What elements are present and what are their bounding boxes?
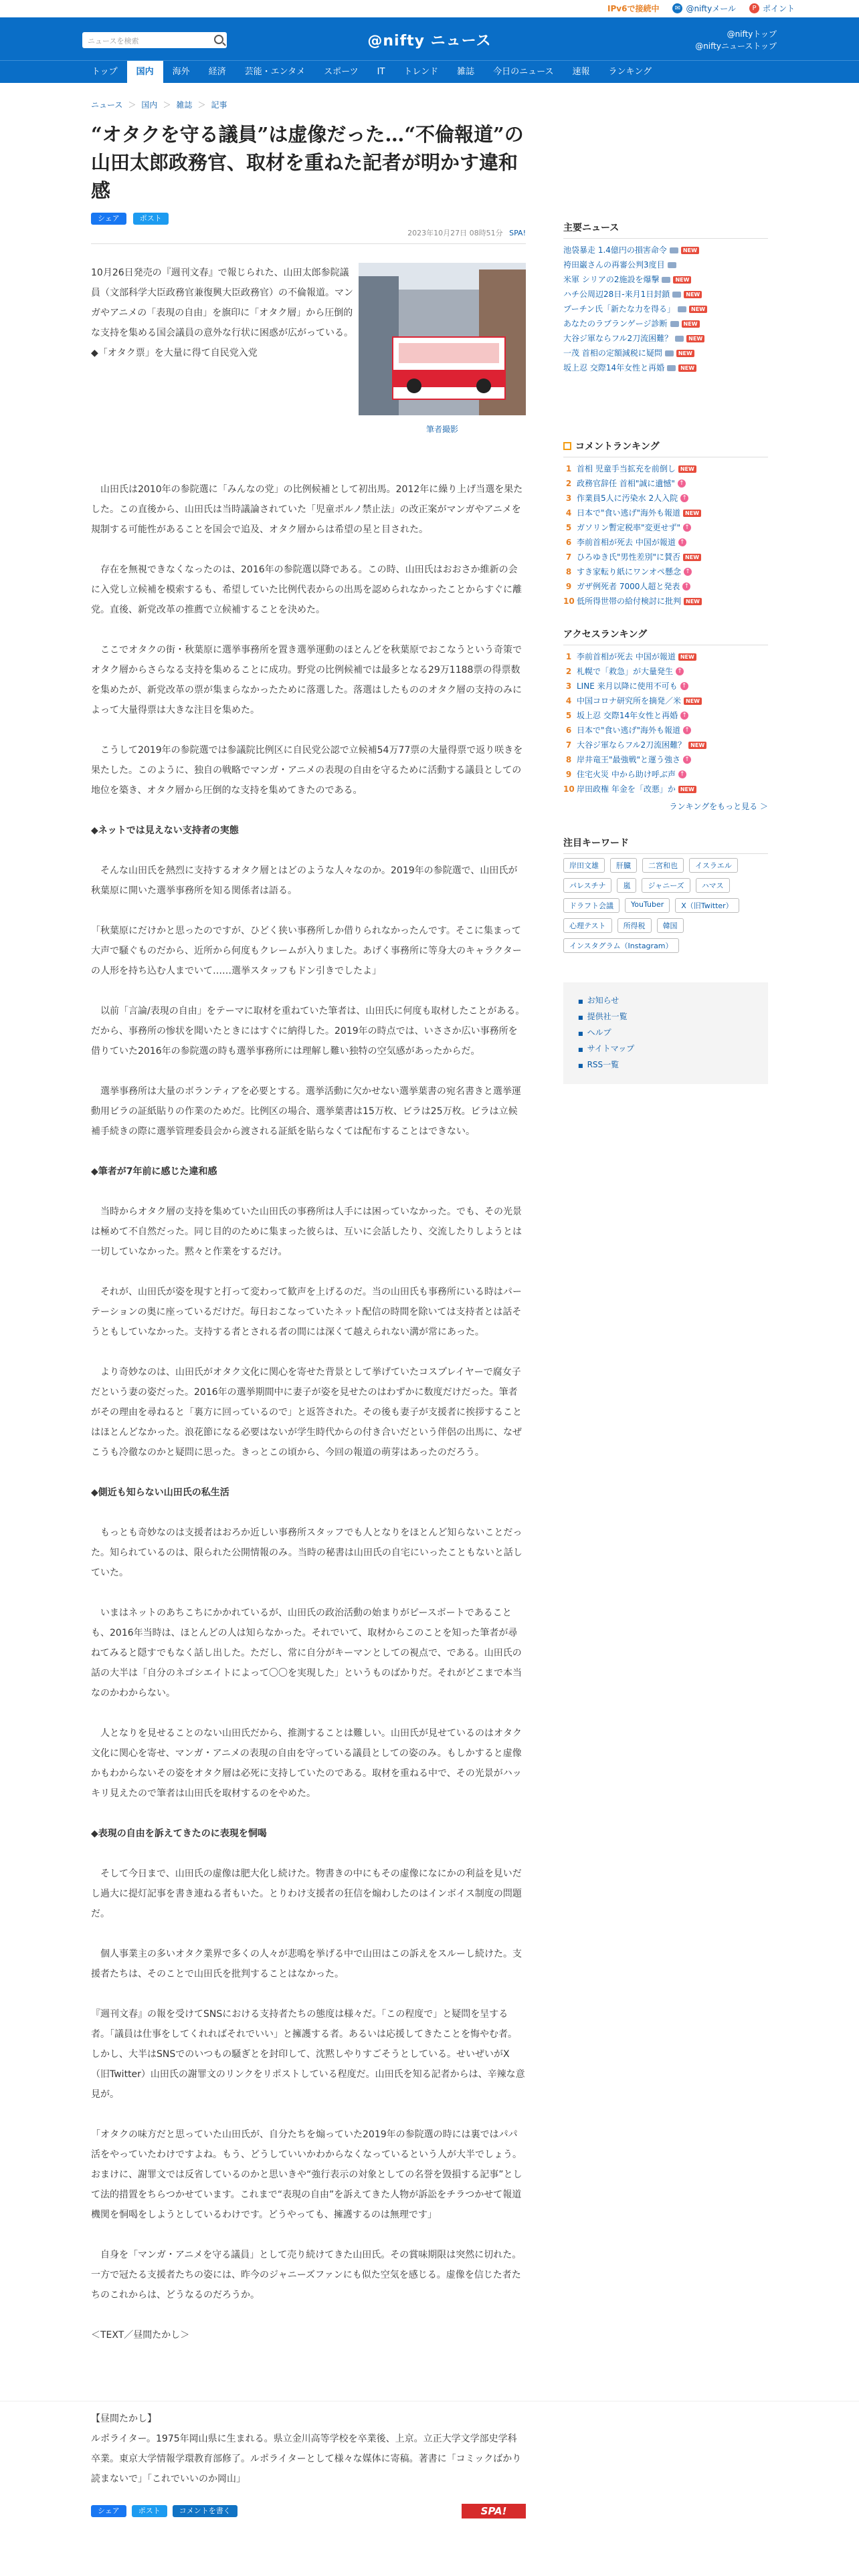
top-links xyxy=(695,28,777,52)
author-name: 【昼間たかし】 xyxy=(91,2413,157,2424)
new-badge: NEW xyxy=(686,335,704,342)
camera-icon xyxy=(662,277,670,283)
article-paragraph: 選挙事務所は大量のボランティアを必要とする。選挙活動に欠かせない選挙葉書の宛名書きと選挙運動用ビラの証紙貼りの作業のためだ。比例区の場合、選挙葉書は15万枚、ビラは25万枚。ビラは立候補手続きの際に選挙管理委員会から渡される証紙を貼らなくては配布することはできない。 xyxy=(91,1086,521,1137)
ranking-item[interactable]: 10 岸田政権 年金を「改悪」か NEW xyxy=(563,782,768,796)
trend-up-icon: ↑ xyxy=(680,712,688,720)
section-heading: ◆側近も知らない山田氏の私生活 xyxy=(91,1487,229,1498)
ranking-item[interactable]: 7 ひろゆき氏"男性差別"に賛否 NEW xyxy=(563,550,768,564)
new-badge: NEW xyxy=(688,742,706,749)
camera-icon xyxy=(668,262,676,268)
keyword-chip[interactable]: イスラエル xyxy=(689,858,738,873)
rank-number: 5 xyxy=(565,523,572,532)
nav-item[interactable]: 速報 xyxy=(572,67,590,77)
info-link[interactable]: ■ ヘルプ xyxy=(578,1025,753,1041)
access-ranking-list xyxy=(563,649,768,796)
rank-number: 9 xyxy=(565,582,572,591)
ranking-item[interactable]: 9 住宅火災 中から助け呼ぶ声 ↑ xyxy=(563,767,768,782)
ranking-item[interactable]: 10 低所得世帯の給付検討に批判 NEW xyxy=(563,594,768,609)
trend-up-icon: ↑ xyxy=(678,479,686,488)
breadcrumb-domestic[interactable]: 国内 xyxy=(141,100,158,110)
source-link[interactable]: SPA! xyxy=(509,229,526,237)
article-paragraph: そんな山田氏を熱烈に支持するオタク層とはどのような人々なのか。2019年の参院選で、山田氏が秋葉原に開いた選挙事務所を知る関係者は語る。 xyxy=(91,865,518,896)
breadcrumb: ニュース ＞ 国内 ＞ 雑誌 ＞ 記事 xyxy=(91,100,227,110)
info-links xyxy=(563,982,768,1084)
main-news-item[interactable]: あなたのラブランゲージ診断 NEW xyxy=(563,316,768,331)
new-badge: NEW xyxy=(678,465,696,473)
ranking-item[interactable]: 1 李前首相が死去 中国が報道 NEW xyxy=(563,649,768,664)
breadcrumb-news[interactable]: ニュース xyxy=(91,100,123,110)
article-paragraph: それが、山田氏が姿を現すと打って変わって歓声を上げるのだ。当の山田氏も事務所にいる時はパーテーションの奥に座っているだけだ。毎日おこなっていたネット配信の時間を除いては支持者とは話そうともしていなかった。支持する者とされる者の間には深くて越えられない溝が常にあった。 xyxy=(91,1287,522,1337)
article-body xyxy=(91,479,526,2345)
trend-up-icon: ↑ xyxy=(684,568,692,576)
ranking-item[interactable]: 5 ガソリン暫定税率"変更せず" ↑ xyxy=(563,520,768,535)
rank-number: 4 xyxy=(565,508,572,518)
mail-icon: ✉ xyxy=(672,3,682,13)
keyword-chip[interactable]: X（旧Twitter） xyxy=(675,898,739,913)
trend-up-icon: ↑ xyxy=(683,756,691,764)
new-badge: NEW xyxy=(683,554,701,561)
trend-up-icon: ↑ xyxy=(676,667,684,675)
camera-icon xyxy=(665,350,674,356)
x-post-button-bottom[interactable]: ポスト xyxy=(132,2505,167,2517)
article-paragraph: 個人事業主の多いオタク業界で多くの人々が悲鳴を挙げる中で山田はこの訴えをスルーし続けた。支援者たちは、そのことで山田氏を批判することはなかった。 xyxy=(91,1949,522,1979)
article-paragraph: もっとも奇妙なのは支援者はおろか近しい事務所スタッフでも人となりをほとんど知らないことだった。知られているのは、限られた公開情報のみ。当時の秘書は山田氏の自宅にいったこともないと話していた。 xyxy=(91,1527,522,1578)
photo-caption: 筆者撮影 xyxy=(425,425,458,434)
ranking-item[interactable]: 3 LINE 来月以降に使用不可も ↑ xyxy=(563,679,768,693)
main-news-item[interactable]: 一茂 首相の定額減税に疑問 NEW xyxy=(563,346,768,360)
ranking-item[interactable]: 4 中国コロナ研究所を摘発／米 NEW xyxy=(563,693,768,708)
nav-item[interactable]: 経済 xyxy=(208,67,226,77)
info-link[interactable]: ■ RSS一覧 xyxy=(578,1057,753,1073)
keyword-chip[interactable]: 所得税 xyxy=(617,918,652,933)
article-paragraph: より奇妙なのは、山田氏がオタク文化に関心を寄せた背景として挙げていたコスプレイヤーで腐女子だという妻の姿だった。2016年の選挙期間中に妻子が姿を見せたのはわずかに数度だけだった。筆者がその理由を尋ねると「裏方に回っているので」と返答された。その後も妻子が支援者に挨拶することはほとんどなかった。浪花節になる必要はないが学生時代からの付き合いだという伴侶の出馬に、なぜこうも冷徹なのかと疑問に思った。きっとこの頃から、今回の報道の萌芽はあったのだろう。 xyxy=(91,1367,522,1458)
facebook-share-button[interactable]: シェア xyxy=(91,213,126,225)
keyword-chip[interactable]: 肝臓 xyxy=(610,858,637,873)
new-badge: NEW xyxy=(681,247,699,254)
nifty-news-top-link[interactable]: @niftyニューストップ xyxy=(695,41,777,51)
article-paragraph: こうして2019年の参院選では参議院比例区に自民党公認で立候補54万77票の大量得票で返り咲きを果たした。このように、独自の戦略でマンガ・アニメの表現の自由を守るために活動する議員としての地位を築き、オタク層から圧倒的な支持を集めてきたのである。 xyxy=(91,745,523,796)
site-logo[interactable]: @nifty ニュース xyxy=(367,33,492,49)
keyword-chip[interactable]: ハマス xyxy=(696,878,730,893)
rank-number: 10 xyxy=(563,597,575,606)
mail-link[interactable]: ✉ @niftyメール xyxy=(672,3,736,14)
keyword-chip[interactable]: インスタグラム（Instagram） xyxy=(563,938,679,953)
article-title: “オタクを守る議員”は虚像だった…“不倫報道”の山田太郎政務官、取材を重ねた記者が明かす違和感 xyxy=(91,123,524,202)
rank-number: 6 xyxy=(565,726,572,735)
nav-item[interactable]: 国内 xyxy=(127,61,163,83)
rank-number: 3 xyxy=(565,494,572,503)
breadcrumb-article[interactable]: 記事 xyxy=(211,100,227,110)
rank-number: 8 xyxy=(565,755,572,764)
new-badge: NEW xyxy=(682,320,700,328)
rank-number: 8 xyxy=(565,567,572,576)
article-paragraph: 山田氏は2010年の参院選に「みんなの党」の比例候補として初出馬。2012年に繰り上げ当選を果たした。この直後から、山田氏は当時議論されていた「児童ポルノ禁止法」の改正案がマンガやアニメを規制する可能性があることを国会で追及、オタク層からは希望の星と目された。 xyxy=(91,484,523,535)
ipv6-status: IPv6で接続中 xyxy=(607,4,660,13)
keyword-chip[interactable]: 嵐 xyxy=(617,878,636,893)
ranking-item[interactable]: 8 すき家転り紙にワンオペ懸念 ↑ xyxy=(563,564,768,579)
nav-item[interactable]: IT xyxy=(377,67,385,77)
rank-number: 2 xyxy=(565,667,572,676)
rank-number: 7 xyxy=(565,740,572,750)
camera-icon xyxy=(667,365,676,371)
article-paragraph: 『週刊文春』の報を受けてSNSにおける支持者たちの態度は様々だ。「この程度で」と疑問を呈する者。「議員は仕事をしてくれればそれでいい」と擁護する者。あるいは応援してきたことを悔やむ者。しかし、大半はSNSでのいつもの騒ぎとを封印して、沈黙しやりすごそうとしている。せいぜいがX（旧Twitter）山田氏の謝罪文のリンクをリポストしている程度だ。山田氏を知る記者からは、辛辣な意見が。 xyxy=(91,2009,525,2100)
keyword-chip[interactable]: 心理テスト xyxy=(563,918,612,933)
new-badge: NEW xyxy=(683,510,701,517)
trend-up-icon: ↑ xyxy=(683,726,691,734)
rank-number: 1 xyxy=(565,464,572,473)
nav-item[interactable]: 今日のニュース xyxy=(493,67,554,77)
search-input[interactable]: ニュースを検索 xyxy=(82,32,227,48)
author-profile xyxy=(91,2409,526,2517)
trend-up-icon: ↑ xyxy=(678,770,686,778)
ranking-item[interactable]: 8 岸井竜王"最強戦"と運う強さ ↑ xyxy=(563,752,768,767)
nav-item[interactable]: 芸能・エンタメ xyxy=(244,67,306,77)
rank-number: 1 xyxy=(565,652,572,661)
new-badge: NEW xyxy=(673,276,691,284)
ranking-item[interactable]: 7 大谷ジ軍ならフル2刀流困難？ NEW xyxy=(563,738,768,752)
ranking-item[interactable]: 5 坂上忍 交際14年女性と再婚 ↑ xyxy=(563,708,768,723)
main-news-item[interactable]: 池袋暴走 1.4億円の損害命令 NEW xyxy=(563,243,768,257)
article-paragraph: ＜TEXT／昼間たかし＞ xyxy=(91,2330,190,2341)
article-paragraph: 人となりを見せることのない山田氏だから、推測することは難しい。山田氏が見せているのはオタク文化に関心を寄せ、マンガ・アニメの表現の自由を守っている議員としての姿のみ。もしかすると虚像かもわからないその姿をオタク層は必死に支持していたのである。取材を重ねる中で、その光景がハッキリ見えたので筆者は山田氏を取材するのをやめた。 xyxy=(91,1728,522,1799)
utility-bar xyxy=(0,0,859,17)
info-link[interactable]: ■ サイトマップ xyxy=(578,1041,753,1057)
new-badge: NEW xyxy=(684,598,702,605)
comment-ranking-heading: コメントランキング xyxy=(563,439,768,457)
ranking-item[interactable]: 4 日本で"食い逃げ"海外も報道 NEW xyxy=(563,506,768,520)
article-paragraph: そして今日まで、山田氏の虚像は肥大化し続けた。物書きの中にもその虚像になにかの利益を見いだし過大に提灯記事を書き連ねる者もいた。とりわけ支援者の狂信を煽わしたのはインボイス制度の問題だ。 xyxy=(91,1868,522,1919)
breadcrumb-magazine[interactable]: 雑誌 xyxy=(176,100,193,110)
article-paragraph: 存在を無視できなくなったのは、2016年の参院選以降である。この時、山田氏はおおさか維新の会に入党し立候補を模索するも、希望していた比例代表からの出馬を認められなかったことからすぐに離党。直後、新党改革の推薦で立候補することを決めた。 xyxy=(91,564,522,615)
lead-heading: ◆「オタク票」を大量に得て自民党入党 xyxy=(91,348,258,358)
nifty-top-link[interactable]: @niftyトップ xyxy=(727,29,777,39)
point-link[interactable]: P ポイント xyxy=(749,3,795,14)
main-news-item[interactable]: プーチン氏「新たな力を得る」 NEW xyxy=(563,302,768,316)
keyword-chip[interactable]: 岸田文雄 xyxy=(563,858,605,873)
comment-button[interactable]: コメントを書く xyxy=(173,2505,237,2517)
main-news-heading: 主要ニュース xyxy=(563,221,768,239)
section-heading: ◆筆者が7年前に感じた違和感 xyxy=(91,1166,217,1177)
new-badge: NEW xyxy=(676,350,694,357)
nav-item[interactable]: 雑誌 xyxy=(457,67,475,77)
main-news-item[interactable]: ハチ公周辺28日-来月1日封鎖 NEW xyxy=(563,287,768,302)
sidebar xyxy=(563,221,768,1084)
spa-logo[interactable]: SPA! xyxy=(462,2504,526,2518)
rank-number: 3 xyxy=(565,681,572,691)
info-link[interactable]: ■ 提供社一覧 xyxy=(578,1009,753,1025)
article xyxy=(91,120,526,2365)
main-news-list xyxy=(563,243,768,375)
campaign-truck-image[interactable] xyxy=(359,263,526,415)
main-news-item[interactable]: 大谷ジ軍ならフル2刀流困難？ NEW xyxy=(563,331,768,346)
lead-paragraph: 10月26日発売の『週刊文春』で報じられた、山田太郎参院議員（文部科学大臣政務官兼復興大臣政務官）の不倫報道。マンガやアニメの「表現の自由」を旗印に「オタク層」から圧倒的な支持を集める国会議員の意外な行状に困惑が広がっている。 xyxy=(91,267,353,338)
main-news-item[interactable]: 坂上忍 交際14年女性と再婚 NEW xyxy=(563,360,768,375)
new-badge: NEW xyxy=(684,697,702,705)
new-badge: NEW xyxy=(689,306,707,313)
trend-up-icon: ↑ xyxy=(683,524,691,532)
rank-number: 2 xyxy=(565,479,572,488)
nav-item[interactable]: ランキング xyxy=(608,67,652,77)
info-link[interactable]: ■ お知らせ xyxy=(578,993,753,1009)
nav-item[interactable]: 海外 xyxy=(172,67,190,77)
ranking-item[interactable]: 9 ガザ例死者 7000人超と発表 ↑ xyxy=(563,579,768,594)
article-photo[interactable] xyxy=(359,263,526,435)
new-badge: NEW xyxy=(678,364,696,372)
nav-item[interactable]: スポーツ xyxy=(324,67,359,77)
rank-number: 4 xyxy=(565,696,572,706)
trend-up-icon: ↑ xyxy=(678,538,686,546)
nav-item[interactable]: トレンド xyxy=(403,67,439,77)
article-paragraph: 当時からオタク層の支持を集めていた山田氏の事務所は人手には困っていなかった。でも、その光景は極めて不自然だった。同じ目的のために集まった彼らは、互いに会話したり、交流したりしようとは一切していなかった。黙々と作業をするだけ。 xyxy=(91,1206,522,1257)
ranking-icon xyxy=(563,442,571,450)
trend-up-icon: ↑ xyxy=(680,494,688,502)
article-paragraph: 以前「言論/表現の自由」をテーマに取材を重ねていた筆者は、山田氏に何度も取材したことがある。だから、事務所の惨状を聞いたときにはすぐに納得した。2019年の時点では、いささか広い事務所を借りていた2016年の参院選の時も選挙事務所には理解し難い独特の空気感があったからだ。 xyxy=(91,1006,525,1057)
new-badge: NEW xyxy=(678,653,696,661)
ranking-item[interactable]: 2 札幌で「救急」が大量発生 ↑ xyxy=(563,664,768,679)
trend-up-icon: ↑ xyxy=(680,682,688,690)
ranking-item[interactable]: 6 李前首相が死去 中国が報道 ↑ xyxy=(563,535,768,550)
keyword-chip[interactable]: 韓国 xyxy=(657,918,684,933)
article-paragraph: 「オタクの味方だと思っていた山田氏が、自分たちを煽っていた2019年の参院選の時には裏ではパパ活をやっていたわけですよね。もう、どうしていいかわからなくなっているという人が大半でしょう。おまけに、謝罪文では反省しているのかと思いきや“強行表示の対象としての名誉を毀損する記事”として法的措置をちらつかせています。これまで“表現の自由”を訴えてきた人物が訴訟をチラつかせて報道機関を恫喝をしようとしているわけです。どうやっても、擁護するのは無理です」 xyxy=(91,2129,522,2220)
comment-ranking-list xyxy=(563,461,768,609)
main-news-item[interactable]: 袴田巌さんの再審公判3度目 xyxy=(563,257,768,272)
site-header xyxy=(0,17,859,60)
keyword-chip[interactable]: ドラフト会議 xyxy=(563,898,619,913)
keyword-chip[interactable]: パレスチナ xyxy=(563,878,611,893)
main-news-item[interactable]: 米軍 シリアの2施設を爆撃 NEW xyxy=(563,272,768,287)
keyword-list xyxy=(563,858,768,953)
ranking-item[interactable]: 6 日本で"食い逃げ"海外も報道 ↑ xyxy=(563,723,768,738)
keywords-heading: 注目キーワード xyxy=(563,836,768,854)
ranking-item[interactable]: 1 首相 児童手当拡充を前倒し NEW xyxy=(563,461,768,476)
ranking-item[interactable]: 3 作業員5人に汚染水 2人入院 ↑ xyxy=(563,491,768,506)
facebook-share-button-bottom[interactable]: シェア xyxy=(91,2505,126,2517)
publish-date: 2023年10月27日 08時51分 xyxy=(407,229,503,237)
camera-icon xyxy=(672,292,681,298)
rank-number: 10 xyxy=(563,784,575,794)
camera-icon xyxy=(670,321,679,327)
camera-icon xyxy=(675,336,684,342)
camera-icon xyxy=(678,306,686,312)
lead-text xyxy=(91,263,353,363)
rank-number: 7 xyxy=(565,552,572,562)
point-icon: P xyxy=(749,3,759,13)
section-heading: ◆表現の自由を訴えてきたのに表現を恫喝 xyxy=(91,1828,267,1839)
keyword-chip[interactable]: 二宮和也 xyxy=(642,858,684,873)
keyword-chip[interactable]: YouTuber xyxy=(625,898,670,913)
x-post-button[interactable]: ポスト xyxy=(133,213,169,225)
article-paragraph: いまはネットのあちこちにかかれているが、山田氏の政治活動の始まりがピースボートであることも、2016年当時は、ほとんどの人は知らなかった。それでいて、取材からこのことを知った筆者が尋ねてみると隠すでもなく話し出した。ただし、常に自分がキーマンとしての視点で、である。山田氏の話の大半は「自分のネゴシエイトによって〇〇を実現した」というものばかりだ。それがどこまで本当なのかわからない。 xyxy=(91,1608,522,1699)
nav-item[interactable]: トップ xyxy=(92,67,118,77)
rank-number: 9 xyxy=(565,770,572,779)
access-ranking-heading: アクセスランキング xyxy=(563,627,768,645)
trend-up-icon: ↑ xyxy=(682,582,690,591)
new-badge: NEW xyxy=(678,786,696,793)
category-nav xyxy=(0,60,859,83)
camera-icon xyxy=(670,247,678,253)
keyword-chip[interactable]: ジャニーズ xyxy=(642,878,690,893)
article-paragraph: ここでオタクの街・秋葉原に選挙事務所を置き選挙運動のほとんどを秋葉原でおこなうという奇策でオタク層からさらなる支持を集めることに成功。野党の比例候補では最多となる29万1188票の得票数を集めたが、新党改革の票が集まらなかったために落選した。落選はしたもののオタク層の支持のみによって大量得票は大きな注目を集めた。 xyxy=(91,645,522,716)
article-paragraph: 「秋葉原にだけかと思ったのですが、ひどく狭い事務所しか借りられなかったんです。そこに集まって大声で騒ぐものだから、近所から何度もクレームが入りました。あげく事務所に等身大のキャラクターの人形を持ち込む人までいて……選挙スタッフもドン引きでしたよ」 xyxy=(91,926,522,976)
new-badge: NEW xyxy=(684,291,702,298)
more-ranking-link[interactable]: ランキングをもっと見る ＞ xyxy=(669,802,768,811)
rank-number: 6 xyxy=(565,538,572,547)
author-bio: ルポライター。1975年岡山県に生まれる。県立金川高等学校を卒業後、上京。立正大学文学部史学科卒業。東京大学情報学環教育部修了。ルポライターとして様々な媒体に寄稿。著書に「コミックばかり読まないで」「これでいいのか岡山」 xyxy=(91,2434,522,2484)
section-heading: ◆ネットでは見えない支持者の実態 xyxy=(91,825,239,836)
share-buttons xyxy=(91,213,526,225)
ranking-item[interactable]: 2 政務官辞任 首相"誠に遺憾" ↑ xyxy=(563,476,768,491)
article-meta xyxy=(91,227,526,238)
article-paragraph: 自身を「マンガ・アニメを守る議員」として売り続けてきた山田氏。その賞味期限は突然に切れた。一方で冠たる支援者たちの姿には、昨今のジャニーズファンにも似た空気を感じる。虚像を信じた者たちのこれからは、どうなるのだろうか。 xyxy=(91,2250,522,2300)
rank-number: 5 xyxy=(565,711,572,720)
